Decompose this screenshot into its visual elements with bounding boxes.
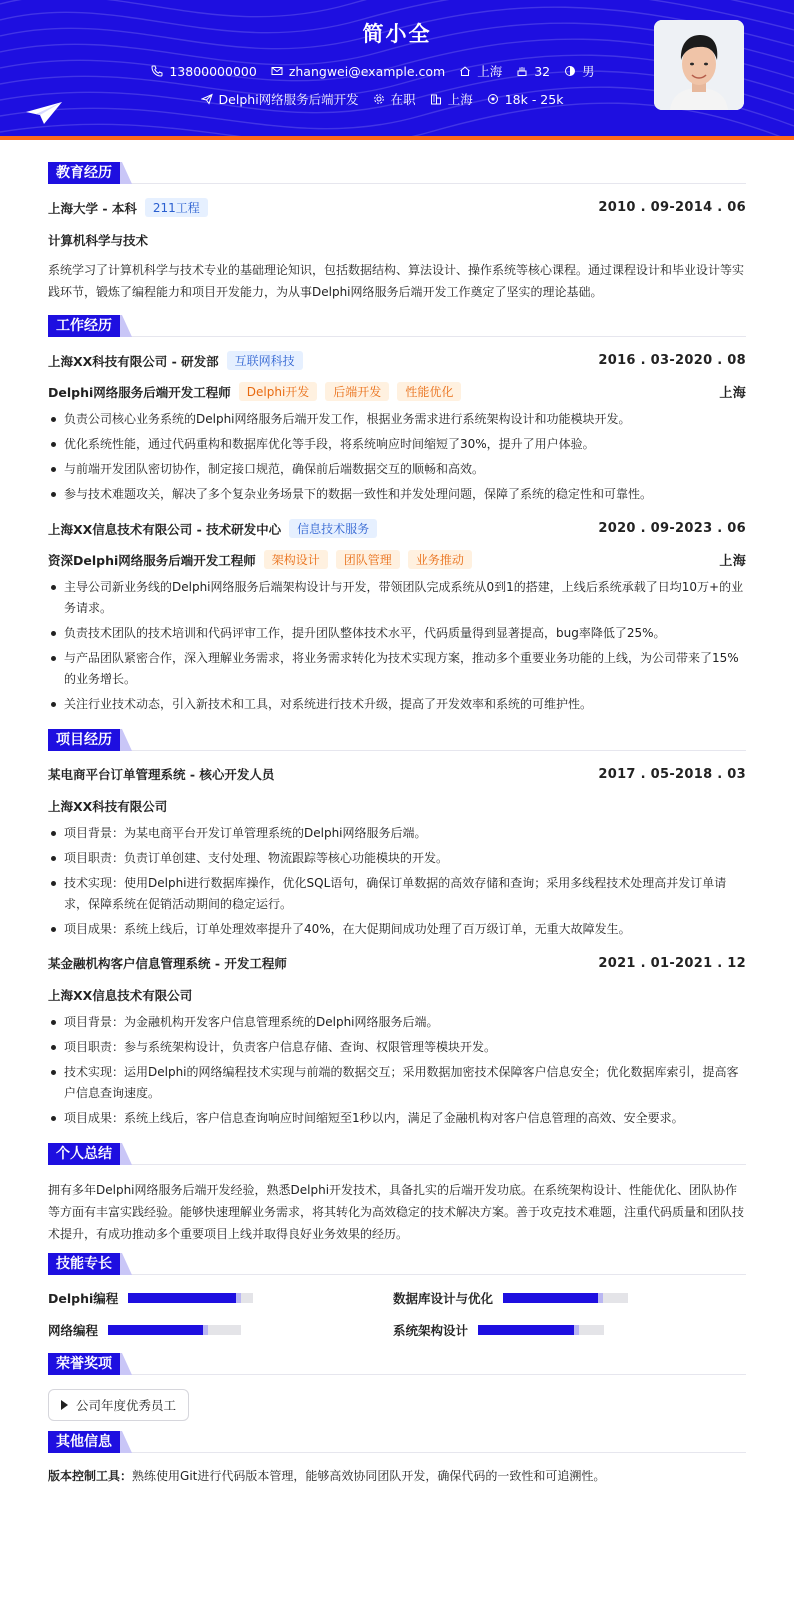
gender-icon bbox=[564, 65, 576, 77]
work-entry-head bbox=[48, 351, 746, 370]
spacer bbox=[48, 509, 746, 519]
education-date: 2010 . 09-2014 . 06 bbox=[598, 200, 746, 215]
project-date: 2021 . 01-2021 . 12 bbox=[598, 955, 746, 971]
job-role: 资深Delphi网络服务后端开发工程师 bbox=[48, 552, 256, 568]
cake-icon bbox=[516, 65, 528, 77]
target-city-text: 上海 bbox=[447, 92, 473, 107]
section-title: 荣誉奖项 bbox=[48, 1353, 120, 1375]
target-city-info bbox=[430, 90, 473, 108]
list-item: 项目职责：负责订单创建、支付处理、物流跟踪等核心功能模块的开发。 bbox=[48, 848, 746, 869]
projects-section bbox=[48, 729, 746, 1129]
skills-section bbox=[48, 1253, 746, 1339]
section-title-tail bbox=[118, 162, 132, 184]
major: 计算机科学与技术 bbox=[48, 233, 149, 248]
section-header bbox=[48, 162, 746, 188]
section-header bbox=[48, 1431, 746, 1457]
industry-tag: 信息技术服务 bbox=[289, 519, 377, 538]
paper-plane-icon bbox=[24, 100, 64, 126]
skill-bar-tip bbox=[598, 1293, 603, 1303]
profile-photo bbox=[654, 20, 744, 110]
company-name: 上海XX科技有限公司 - 研发部 bbox=[48, 353, 219, 369]
work-section bbox=[48, 315, 746, 715]
list-item: 项目背景：为金融机构开发客户信息管理系统的Delphi网络服务后端。 bbox=[48, 1012, 746, 1033]
email-info bbox=[271, 64, 445, 79]
project-head bbox=[48, 765, 746, 783]
section-title-tail bbox=[118, 1431, 132, 1453]
skill-name: 数据库设计与优化 bbox=[393, 1291, 494, 1306]
age-info bbox=[516, 64, 550, 79]
list-item: 项目成果：系统上线后，客户信息查询响应时间缩短至1秒以内，满足了金融机构对客户信息管理的高效、安全要求。 bbox=[48, 1108, 746, 1129]
section-header bbox=[48, 1353, 746, 1379]
section-divider bbox=[48, 1164, 746, 1165]
section-title: 个人总结 bbox=[48, 1143, 120, 1165]
section-title-tail bbox=[118, 1143, 132, 1165]
summary-section bbox=[48, 1143, 746, 1245]
coin-icon bbox=[487, 93, 499, 105]
list-item: 负责技术团队的技术培训和代码评审工作，提升团队整体技术水平，代码质量得到显著提高，bug率降低了25%。 bbox=[48, 623, 746, 644]
project-details bbox=[48, 1012, 746, 1129]
section-header bbox=[48, 729, 746, 755]
resume-header bbox=[0, 0, 794, 140]
section-title-tail bbox=[118, 1353, 132, 1375]
skill-bar-fill bbox=[128, 1293, 236, 1303]
candidate-name: 简小全 bbox=[362, 22, 432, 46]
list-item: 优化系统性能，通过代码重构和数据库优化等手段，将系统响应时间缩短了30%，提升了用户体验。 bbox=[48, 434, 746, 455]
section-title: 教育经历 bbox=[48, 162, 120, 184]
skill-bar-fill bbox=[503, 1293, 598, 1303]
other-info bbox=[48, 1467, 746, 1484]
job-role: Delphi网络服务后端开发工程师 bbox=[48, 384, 231, 400]
section-divider bbox=[48, 183, 746, 184]
award-name: 公司年度优秀员工 bbox=[76, 1398, 177, 1413]
skill-tag: 性能优化 bbox=[397, 382, 461, 401]
gender-info bbox=[564, 62, 595, 80]
avatar bbox=[654, 20, 744, 110]
list-item: 负责公司核心业务系统的Delphi网络服务后端开发工作，根据业务需求进行系统架构设计和功能模块开发。 bbox=[48, 409, 746, 430]
project-company: 上海XX信息技术有限公司 bbox=[48, 988, 193, 1003]
section-title-tail bbox=[118, 315, 132, 337]
skill-name: 系统架构设计 bbox=[393, 1323, 469, 1338]
industry-tag: 互联网科技 bbox=[227, 351, 303, 370]
work-role-block bbox=[48, 550, 472, 569]
section-title: 工作经历 bbox=[48, 315, 120, 337]
gender-text: 男 bbox=[582, 64, 595, 79]
skill-bar bbox=[108, 1325, 241, 1335]
other-label: 版本控制工具： bbox=[48, 1469, 133, 1483]
city-info bbox=[459, 62, 502, 80]
home-icon bbox=[459, 65, 471, 77]
list-item: 项目背景：为某电商平台开发订单管理系统的Delphi网络服务后端。 bbox=[48, 823, 746, 844]
skill-item bbox=[393, 1321, 726, 1339]
work-date: 2020 . 09-2023 . 06 bbox=[598, 521, 746, 536]
project-title: 某电商平台订单管理系统 - 核心开发人员 bbox=[48, 767, 275, 782]
status-info bbox=[373, 90, 416, 108]
award-badge bbox=[48, 1389, 189, 1421]
skills-grid bbox=[48, 1289, 746, 1339]
skill-item bbox=[393, 1289, 726, 1307]
skill-bar-tip bbox=[236, 1293, 241, 1303]
list-item: 项目成果：系统上线后，订单处理效率提升了40%，在大促期间成功处理了百万级订单，无重大故障发生。 bbox=[48, 919, 746, 940]
list-item: 主导公司新业务线的Delphi网络服务后端架构设计与开发，带领团队完成系统从0到1的搭建，上线后系统承载了日均10万+的业务请求。 bbox=[48, 577, 746, 619]
skill-tag: 后端开发 bbox=[325, 382, 389, 401]
work-company-block bbox=[48, 519, 377, 538]
section-header bbox=[48, 1253, 746, 1279]
section-title: 项目经历 bbox=[48, 729, 120, 751]
section-title: 技能专长 bbox=[48, 1253, 120, 1275]
project-company: 上海XX科技有限公司 bbox=[48, 799, 168, 814]
company-name: 上海XX信息技术有限公司 - 技术研发中心 bbox=[48, 521, 282, 537]
skill-bar bbox=[128, 1293, 253, 1303]
skill-tag: 团队管理 bbox=[336, 550, 400, 569]
skill-name: Delphi编程 bbox=[48, 1291, 119, 1306]
list-item: 与产品团队紧密合作，深入理解业务需求，将业务需求转化为技术实现方案，推动多个重要业务功能的上线，为公司带来了15%的业务增长。 bbox=[48, 648, 746, 690]
skill-item bbox=[48, 1321, 393, 1339]
section-title-tail bbox=[118, 1253, 132, 1275]
job-target-text: Delphi网络服务后端开发 bbox=[218, 92, 359, 107]
mail-icon bbox=[271, 65, 283, 77]
school-tag: 211工程 bbox=[145, 198, 208, 217]
email-text: zhangwei@example.com bbox=[288, 63, 446, 79]
section-header bbox=[48, 1143, 746, 1169]
building-icon bbox=[430, 93, 442, 105]
work-entry bbox=[48, 351, 746, 505]
summary-text: 拥有多年Delphi网络服务后端开发经验，熟悉Delphi开发技术，具备扎实的后端开发功底。在系统架构设计、性能优化、团队协作等方面有丰富实践经验。能够快速理解业务需求，将其转化为高效稳定的技术解决方案。善于攻克技术难题，注重代码质量和团队技术提升，有成功推动多个重要项目上线并取得良好业务效果的经历。 bbox=[48, 1183, 745, 1241]
section-title: 其他信息 bbox=[48, 1431, 120, 1453]
education-desc: 系统学习了计算机科学与技术专业的基础理论知识，包括数据结构、算法设计、操作系统等核心课程。通过课程设计和毕业设计等实践环节，锻炼了编程能力和项目开发能力，为从事Delphi网络服务后端开发工作奠定了坚实的理论基础。 bbox=[48, 263, 745, 299]
work-entry-head bbox=[48, 519, 746, 538]
skill-bar-fill bbox=[108, 1325, 203, 1335]
list-item: 关注行业技术动态，引入新技术和工具，对系统进行技术升级，提高了开发效率和系统的可维护性。 bbox=[48, 694, 746, 715]
education-section bbox=[48, 162, 746, 303]
phone-icon bbox=[151, 65, 163, 77]
project-title: 某金融机构客户信息管理系统 - 开发工程师 bbox=[48, 956, 287, 971]
work-duties bbox=[48, 577, 746, 715]
section-divider bbox=[48, 1274, 746, 1275]
phone-text: 13800000000 bbox=[169, 63, 257, 79]
project-head bbox=[48, 954, 746, 972]
school-name: 上海大学 - 本科 bbox=[48, 200, 137, 216]
skill-bar bbox=[478, 1325, 604, 1335]
status-text: 在职 bbox=[390, 92, 416, 107]
project-details bbox=[48, 823, 746, 940]
project-date: 2017 . 05-2018 . 03 bbox=[598, 766, 746, 782]
education-entry-head bbox=[48, 198, 746, 217]
project-entry bbox=[48, 765, 746, 940]
other-section bbox=[48, 1431, 746, 1484]
work-city: 上海 bbox=[719, 554, 746, 569]
play-icon bbox=[61, 1400, 68, 1410]
resume-body bbox=[0, 140, 794, 1484]
work-entry bbox=[48, 519, 746, 715]
header-accent-bar bbox=[0, 136, 794, 140]
gear-icon bbox=[373, 93, 385, 105]
list-item: 技术实现：使用Delphi进行数据库操作，优化SQL语句，确保订单数据的高效存储和查询；采用多线程技术处理高并发订单请求，保障系统在促销活动期间的稳定运行。 bbox=[48, 873, 746, 915]
list-item: 参与技术难题攻关，解决了多个复杂业务场景下的数据一致性和并发处理问题，保障了系统的稳定性和可靠性。 bbox=[48, 484, 746, 505]
list-item: 项目职责：参与系统架构设计，负责客户信息存储、查询、权限管理等模块开发。 bbox=[48, 1037, 746, 1058]
salary-info bbox=[487, 92, 564, 107]
salary-text: 18k - 25k bbox=[504, 91, 564, 107]
section-divider bbox=[48, 1452, 746, 1453]
work-role-row bbox=[48, 382, 746, 401]
skill-bar-fill bbox=[478, 1325, 574, 1335]
skill-bar-tip bbox=[203, 1325, 208, 1335]
work-company-block bbox=[48, 351, 303, 370]
spacer bbox=[48, 944, 746, 954]
education-school-block bbox=[48, 198, 208, 217]
skill-tag: Delphi开发 bbox=[239, 382, 318, 401]
other-text: 熟练使用Git进行代码版本管理，能够高效协同团队开发，确保代码的一致性和可追溯性。 bbox=[132, 1469, 606, 1483]
skill-bar-tip bbox=[574, 1325, 579, 1335]
skill-item bbox=[48, 1289, 393, 1307]
work-date: 2016 . 03-2020 . 08 bbox=[598, 353, 746, 368]
section-header bbox=[48, 315, 746, 341]
city-text: 上海 bbox=[477, 64, 503, 79]
job-target-info bbox=[201, 90, 359, 108]
list-item: 技术实现：运用Delphi的网络编程技术实现与前端的数据交互；采用数据加密技术保障客户信息安全；优化数据库索引，提高客户信息查询速度。 bbox=[48, 1062, 746, 1104]
section-divider bbox=[48, 750, 746, 751]
work-city: 上海 bbox=[719, 386, 746, 401]
section-title-tail bbox=[118, 729, 132, 751]
skill-bar bbox=[503, 1293, 628, 1303]
project-entry bbox=[48, 954, 746, 1129]
skill-tag: 业务推动 bbox=[408, 550, 472, 569]
send-icon bbox=[201, 93, 213, 105]
awards-section bbox=[48, 1353, 746, 1421]
skill-name: 网络编程 bbox=[48, 1323, 99, 1338]
age-text: 32 bbox=[534, 63, 551, 79]
work-role-row bbox=[48, 550, 746, 569]
work-role-block bbox=[48, 382, 461, 401]
phone-info bbox=[151, 64, 256, 79]
skill-tag: 架构设计 bbox=[264, 550, 328, 569]
work-duties bbox=[48, 409, 746, 505]
list-item: 与前端开发团队密切协作，制定接口规范，确保前后端数据交互的顺畅和高效。 bbox=[48, 459, 746, 480]
section-divider bbox=[48, 336, 746, 337]
section-divider bbox=[48, 1374, 746, 1375]
